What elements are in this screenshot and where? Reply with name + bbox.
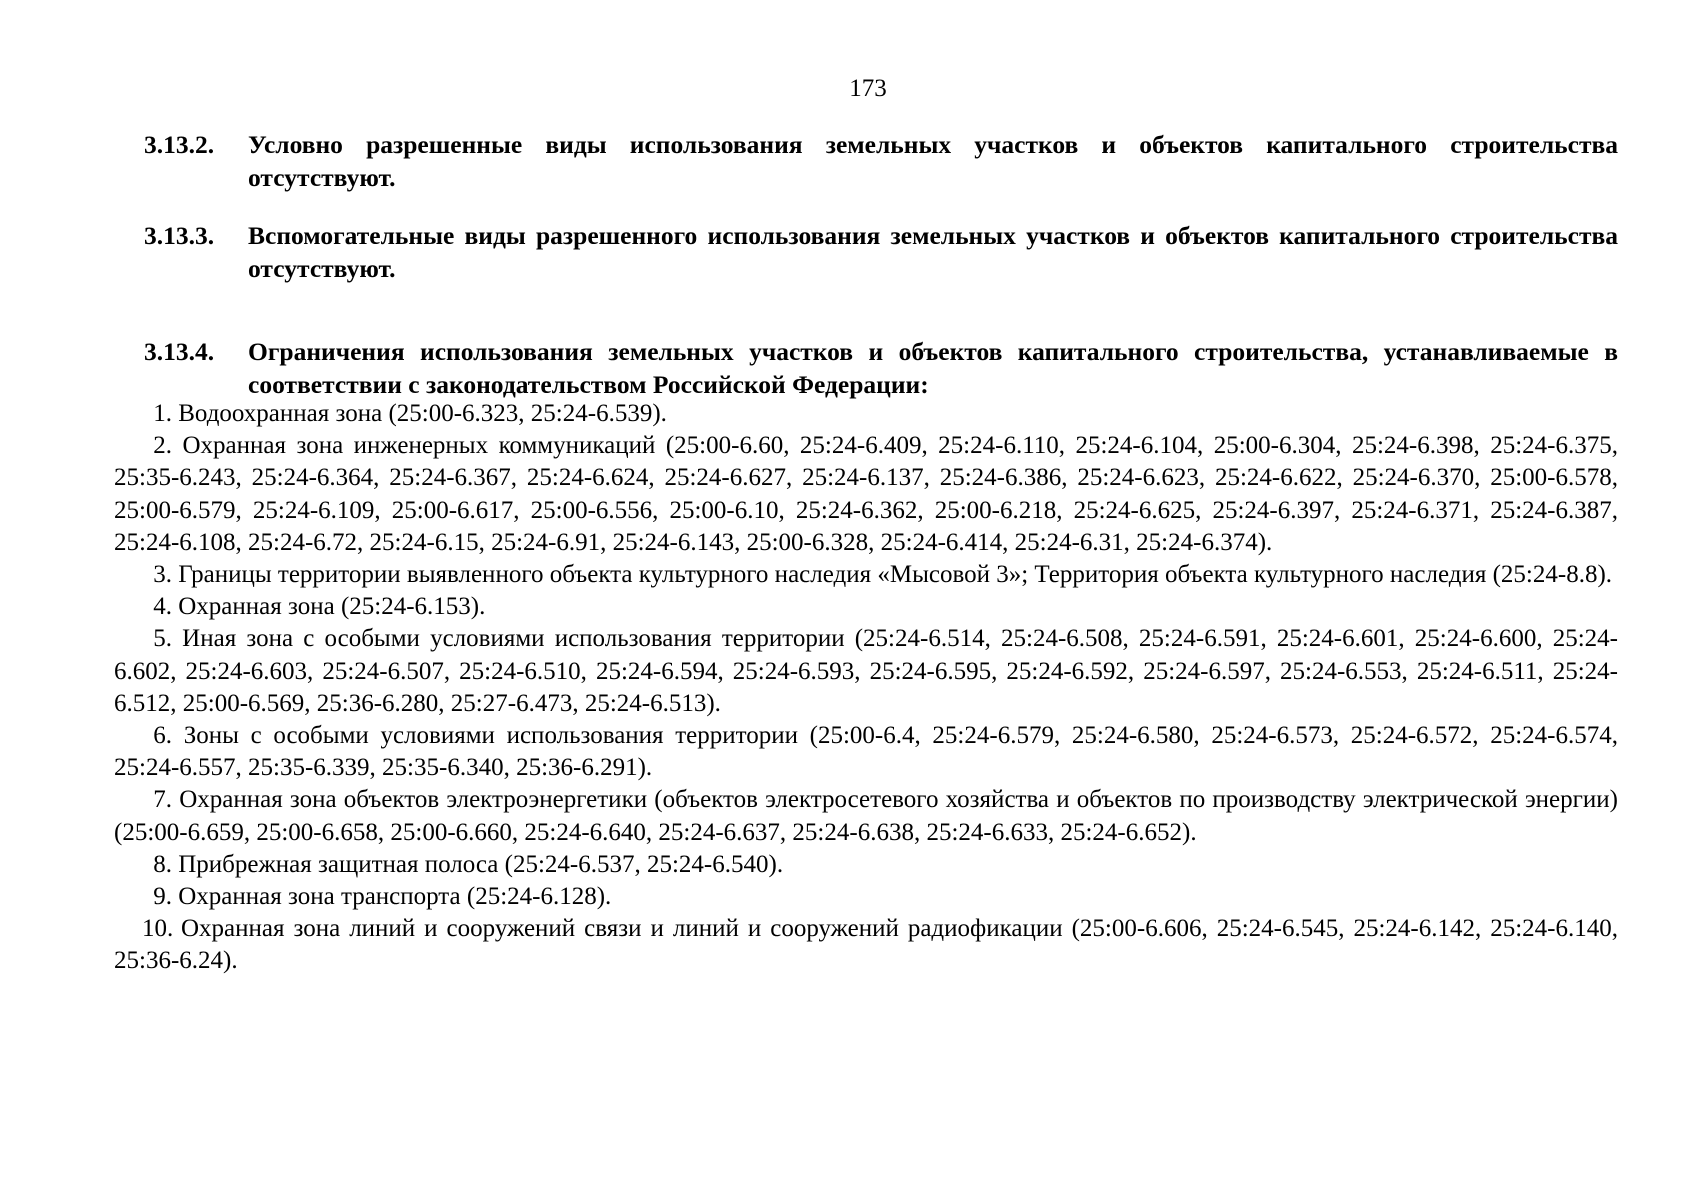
list-item-number: 4. [153,593,172,621]
list-item-text: Охранная зона линий и сооружений связи и линий и сооружений радиофикации (25:00-6.606, 25:24-6.545, 25:24-6.142, 25:24-6.140, 25:36-6.24). [114,915,1619,975]
list-item-text: Иная зона с особыми условиями использования территории (25:24-6.514, 25:24-6.508, 25:24-6.591, 25:24-6.601, 25:24-6.600, 25:24-6.602, 25:24-6.603, 25:24-6.507, 25:24-6.510, 25:24-6.594, 25:24-6.593, 25:24-6.595, 25:24-6.592, 25:24-6.597, 25:24-6.553, 25:24-6.511, 25:24-6.512, 25:00-6.569, 25:36-6.280, 25:27-6.473, 25:24-6.513). [114,625,1618,717]
list-item-number: 1. [153,400,172,427]
section-number: 3.13.4. [144,337,215,366]
section-heading: Вспомогательные виды разрешенного использования земельных участков и объектов капитального строительства отсутствуют. [248,221,1618,283]
list-item [114,559,1618,591]
list-item-number: 10. [142,915,174,943]
list-item-text: Границы территории выявленного объекта культурного наследия «Мысовой 3»; Территория объекта культурного наследия (25:24-8.8). [178,561,1613,589]
section-heading: Ограничения использования земельных участков и объектов капитального строительства, устанавливаемые в соответствии с законодательством Российской Федерации: [248,337,1618,399]
list-item [114,398,1618,430]
list-item-number: 7. [153,786,172,814]
list-item-text: Охранная зона объектов электроэнергетики (объектов электросетевого хозяйства и объектов по производству электрической энергии) (25:00-6.659, 25:00-6.658, 25:00-6.660, 25:24-6.640, 25:24-6.637, 25:24-6.638, 25:24-6.633, 25:24-6.652). [114,786,1618,846]
list-item-number: 5. [153,625,172,653]
list-item-text: Охранная зона транспорта (25:24-6.128). [178,883,612,911]
list-item [114,784,1618,848]
list-item [114,430,1618,559]
list-item-number: 2. [153,432,172,460]
list-item-text: Водоохранная зона (25:00-6.323, 25:24-6.539). [178,400,667,427]
section-3-13-4 [144,336,1618,401]
page-number: 173 [849,75,887,102]
list-item [114,591,1618,623]
section-3-13-2 [144,129,1618,194]
list-item-text: Охранная зона (25:24-6.153). [178,593,486,621]
list-item-text: Зоны с особыми условиями использования территории (25:00-6.4, 25:24-6.579, 25:24-6.580, 25:24-6.573, 25:24-6.572, 25:24-6.574, 25:24-6.557, 25:35-6.339, 25:35-6.340, 25:36-6.291). [114,722,1618,782]
list-item-text: Охранная зона инженерных коммуникаций (25:00-6.60, 25:24-6.409, 25:24-6.110, 25:24-6.104, 25:00-6.304, 25:24-6.398, 25:24-6.375, 25:35-6.243, 25:24-6.364, 25:24-6.367, 25:24-6.624, 25:24-6.627, 25:24-6.137, 25:24-6.386, 25:24-6.623, 25:24-6.622, 25:24-6.370, 25:00-6.578, 25:00-6.579, 25:24-6.109, 25:00-6.617, 25:00-6.556, 25:00-6.10, 25:24-6.362, 25:00-6.218, 25:24-6.625, 25:24-6.397, 25:24-6.371, 25:24-6.387, 25:24-6.108, 25:24-6.72, 25:24-6.15, 25:24-6.91, 25:24-6.143, 25:00-6.328, 25:24-6.414, 25:24-6.31, 25:24-6.374). [114,432,1619,556]
list-item-number: 6. [153,722,172,750]
list-item [114,913,1618,977]
list-item-number: 8. [153,850,172,878]
restrictions-list [114,398,1618,978]
list-item-text: Прибрежная защитная полоса (25:24-6.537, 25:24-6.540). [178,850,784,878]
list-item-number: 3. [153,561,172,589]
section-3-13-3 [144,220,1618,285]
section-heading: Условно разрешенные виды использования земельных участков и объектов капитального строительства отсутствуют. [248,130,1618,192]
list-item [114,881,1618,913]
list-item [114,849,1618,881]
section-number: 3.13.3. [144,221,215,250]
list-item [114,623,1618,720]
list-item [114,720,1618,784]
section-number: 3.13.2. [144,130,215,159]
list-item-number: 9. [153,883,172,911]
